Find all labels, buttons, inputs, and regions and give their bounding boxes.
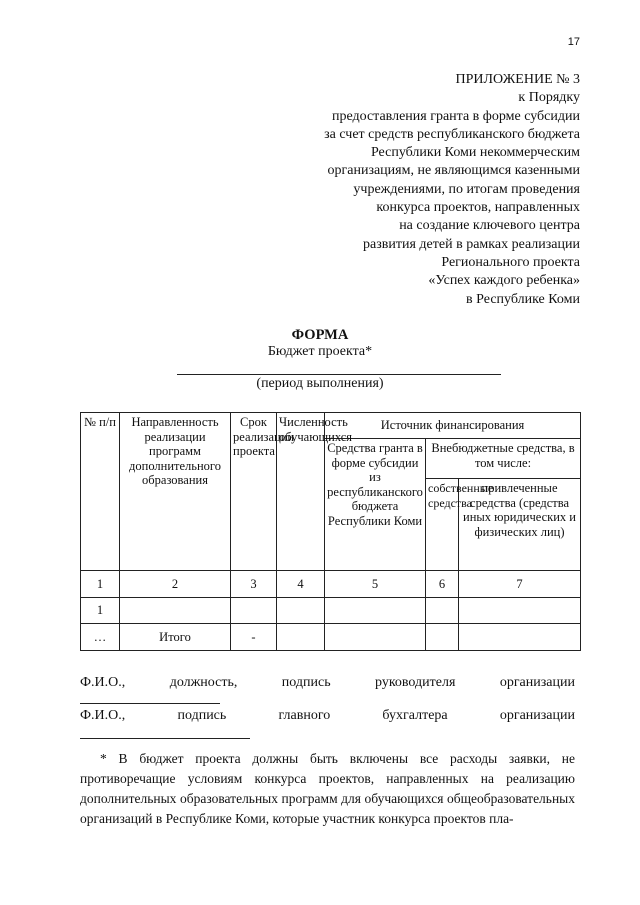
col-number: 2 xyxy=(120,571,231,598)
table-cell xyxy=(325,598,426,624)
period-label: (период выполнения) xyxy=(256,376,384,391)
footnote-separator xyxy=(80,738,250,739)
header-direction: Направленность реализации программ дополнительного образования xyxy=(120,413,231,571)
appendix-line: учреждениями, по итогам проведения xyxy=(353,181,580,197)
table-cell xyxy=(426,598,459,624)
form-title: ФОРМА xyxy=(291,327,349,343)
appendix-line: за счет средств республиканского бюджета xyxy=(324,126,580,142)
signature-word: главного xyxy=(278,708,331,723)
header-extra: Внебюджетные средства, в том числе: xyxy=(426,439,581,479)
table-cell xyxy=(459,598,581,624)
signature-word: Ф.И.О., xyxy=(80,675,126,690)
signature-word: организации xyxy=(499,708,575,723)
signature-word: руководителя xyxy=(375,675,456,690)
appendix-line: «Успех каждого ребенка» xyxy=(428,273,580,289)
row-num: … xyxy=(81,624,120,651)
appendix-line: ПРИЛОЖЕНИЕ № 3 xyxy=(455,72,580,87)
header-own: собственные средства xyxy=(426,479,459,571)
table-cell xyxy=(231,598,277,624)
appendix-line: Республики Коми некоммерческим xyxy=(370,145,580,161)
table-cell xyxy=(426,624,459,651)
signature-word: подпись xyxy=(177,708,227,723)
header-attracted: привлеченные средства (средства иных юридических и физических лиц) xyxy=(459,479,581,571)
col-number: 4 xyxy=(277,571,325,598)
header-count: Численность обучающихся xyxy=(277,413,325,571)
signature-word: Ф.И.О., xyxy=(80,708,126,723)
appendix-header xyxy=(220,71,580,309)
appendix-line: Регионального проекта xyxy=(441,254,580,270)
signature-word: организации xyxy=(499,675,575,690)
header-source: Источник финансирования xyxy=(325,413,581,439)
appendix-line: к Порядку xyxy=(518,90,580,106)
appendix-line: предоставления гранта в форме субсидии xyxy=(331,108,580,124)
row-num: 1 xyxy=(81,598,120,624)
total-dash: - xyxy=(231,624,277,651)
table-cell xyxy=(459,624,581,651)
total-label: Итого xyxy=(120,624,231,651)
signature-word: должность, xyxy=(169,675,238,690)
page-number: 17 xyxy=(567,36,580,48)
appendix-line: в Республике Коми xyxy=(466,291,580,307)
budget-table xyxy=(80,412,581,651)
col-number: 3 xyxy=(231,571,277,598)
signature-line-accountant xyxy=(80,708,575,724)
period-fill-line xyxy=(177,374,501,375)
col-number: 7 xyxy=(459,571,581,598)
header-num: № п/п xyxy=(81,413,120,571)
col-number: 5 xyxy=(325,571,426,598)
table-cell xyxy=(120,598,231,624)
total-row xyxy=(81,624,581,651)
signature-line-director xyxy=(80,675,575,691)
table-cell xyxy=(277,598,325,624)
col-number: 6 xyxy=(426,571,459,598)
appendix-line: организациям, не являющимся казенными xyxy=(327,163,580,179)
form-subtitle: Бюджет проекта* xyxy=(267,344,373,359)
header-term: Срок реализации проекта xyxy=(231,413,277,571)
appendix-line: на создание ключевого центра xyxy=(399,218,580,234)
footnote-text: * В бюджет проекта должны быть включены все расходы заявки, не противоречащие условиям конкурса проектов, направленных на реализацию дополнительных образовательных программ для обучающихся общеобразовательных организаций в Республике Коми, которые участник конкурса проектов пла- xyxy=(80,751,575,826)
table-cell xyxy=(325,624,426,651)
table-row xyxy=(81,598,581,624)
signature-word: подпись xyxy=(281,675,331,690)
appendix-line: развития детей в рамках реализации xyxy=(363,236,580,252)
col-number: 1 xyxy=(81,571,120,598)
table-cell xyxy=(277,624,325,651)
header-grant: Средства гранта в форме субсидии из республиканского бюджета Республики Коми xyxy=(325,439,426,571)
signature-word: бухгалтера xyxy=(382,708,448,723)
appendix-line: конкурса проектов, направленных xyxy=(376,200,580,216)
signature-underline xyxy=(80,703,220,704)
